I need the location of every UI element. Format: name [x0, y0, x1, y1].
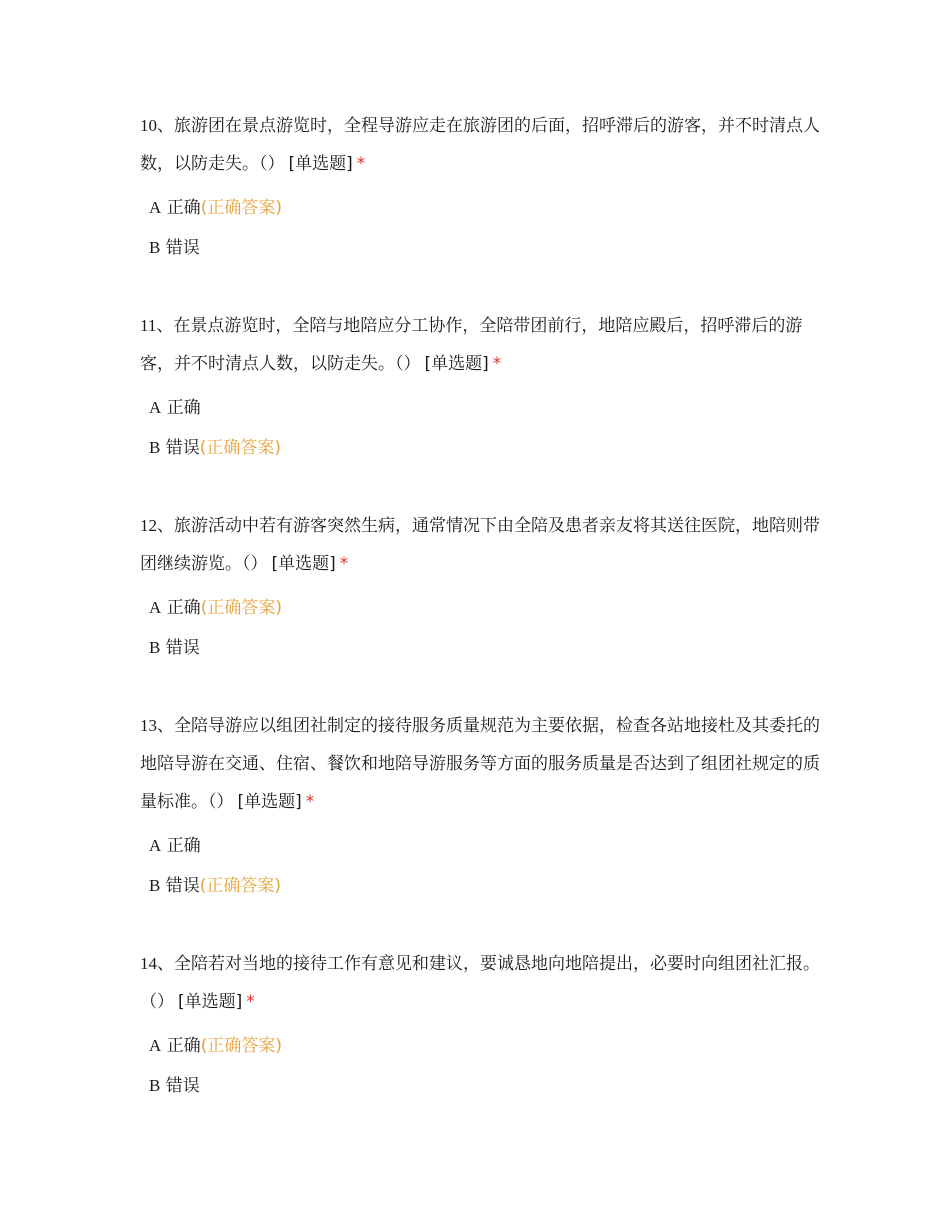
- option-label: 正确: [166, 1036, 201, 1056]
- option-letter: A: [149, 836, 162, 855]
- option-label: 正确: [166, 198, 201, 218]
- question-type: [单选题]: [178, 992, 243, 1012]
- option-label: 错误: [165, 1076, 200, 1096]
- question-type: [单选题]: [271, 554, 336, 574]
- option-letter: A: [149, 1036, 162, 1055]
- question-type: [单选题]: [288, 154, 353, 174]
- option-label: 正确: [166, 398, 201, 418]
- correct-answer-tag: (正确答案): [200, 1036, 282, 1056]
- option-a[interactable]: [140, 597, 820, 619]
- option-b[interactable]: [140, 237, 820, 259]
- question-11: [140, 307, 820, 459]
- option-a[interactable]: [140, 197, 820, 219]
- question-text: [140, 507, 820, 583]
- option-letter: B: [149, 238, 161, 257]
- option-b[interactable]: [140, 637, 820, 659]
- correct-answer-tag: (正确答案): [199, 438, 282, 458]
- option-label: 正确: [166, 836, 201, 856]
- question-text: [140, 707, 820, 821]
- question-text: [140, 107, 820, 183]
- option-letter: A: [149, 198, 162, 217]
- option-b[interactable]: [140, 437, 820, 459]
- question-number: 11、: [140, 316, 174, 335]
- question-type: [单选题]: [237, 792, 302, 812]
- required-mark: *: [339, 554, 349, 574]
- required-mark: *: [356, 154, 366, 174]
- option-a[interactable]: [140, 835, 820, 857]
- option-b[interactable]: [140, 875, 820, 897]
- question-body: 在景点游览时，全陪与地陪应分工协作，全陪带团前行，地陪应殿后，招呼滞后的游客，并不时清点人数，以防走失。（）: [140, 316, 803, 374]
- required-mark: *: [492, 354, 502, 374]
- option-label: 错误: [165, 438, 200, 458]
- option-label: 错误: [165, 638, 200, 658]
- option-letter: A: [149, 598, 162, 617]
- correct-answer-tag: (正确答案): [200, 198, 282, 218]
- question-14: [140, 945, 820, 1097]
- question-body: 全陪若对当地的接待工作有意见和建议，要诚恳地向地陪提出，必要时向组团社汇报。（）: [140, 954, 820, 1012]
- correct-answer-tag: (正确答案): [200, 598, 282, 618]
- question-number: 10、: [140, 116, 174, 135]
- question-12: [140, 507, 820, 659]
- question-type: [单选题]: [424, 354, 489, 374]
- question-10: [140, 107, 820, 259]
- option-a[interactable]: [140, 1035, 820, 1057]
- question-number: 14、: [140, 954, 174, 973]
- option-label: 错误: [165, 238, 200, 258]
- question-text: [140, 307, 820, 383]
- correct-answer-tag: (正确答案): [199, 876, 282, 896]
- option-letter: A: [149, 398, 162, 417]
- option-letter: B: [149, 1076, 161, 1095]
- question-text: [140, 945, 820, 1021]
- question-body: 全陪导游应以组团社制定的接待服务质量规范为主要依据，检查各站地接杜及其委托的地陪导游在交通、住宿、餐饮和地陪导游服务等方面的服务质量是否达到了组团社规定的质量标准。（）: [140, 716, 820, 812]
- option-label: 正确: [166, 598, 201, 618]
- option-letter: B: [149, 876, 161, 895]
- option-letter: B: [149, 438, 161, 457]
- option-b[interactable]: [140, 1075, 820, 1097]
- question-number: 13、: [140, 716, 174, 735]
- option-a[interactable]: [140, 397, 820, 419]
- question-13: [140, 707, 820, 897]
- option-letter: B: [149, 638, 161, 657]
- required-mark: *: [305, 792, 315, 812]
- question-body: 旅游团在景点游览时，全程导游应走在旅游团的后面，招呼滞后的游客，并不时清点人数，以防走失。（）: [140, 116, 820, 174]
- option-label: 错误: [165, 876, 200, 896]
- question-body: 旅游活动中若有游客突然生病，通常情况下由全陪及患者亲友将其送往医院，地陪则带团继续游览。（）: [140, 516, 820, 574]
- required-mark: *: [246, 992, 255, 1012]
- question-number: 12、: [140, 516, 174, 535]
